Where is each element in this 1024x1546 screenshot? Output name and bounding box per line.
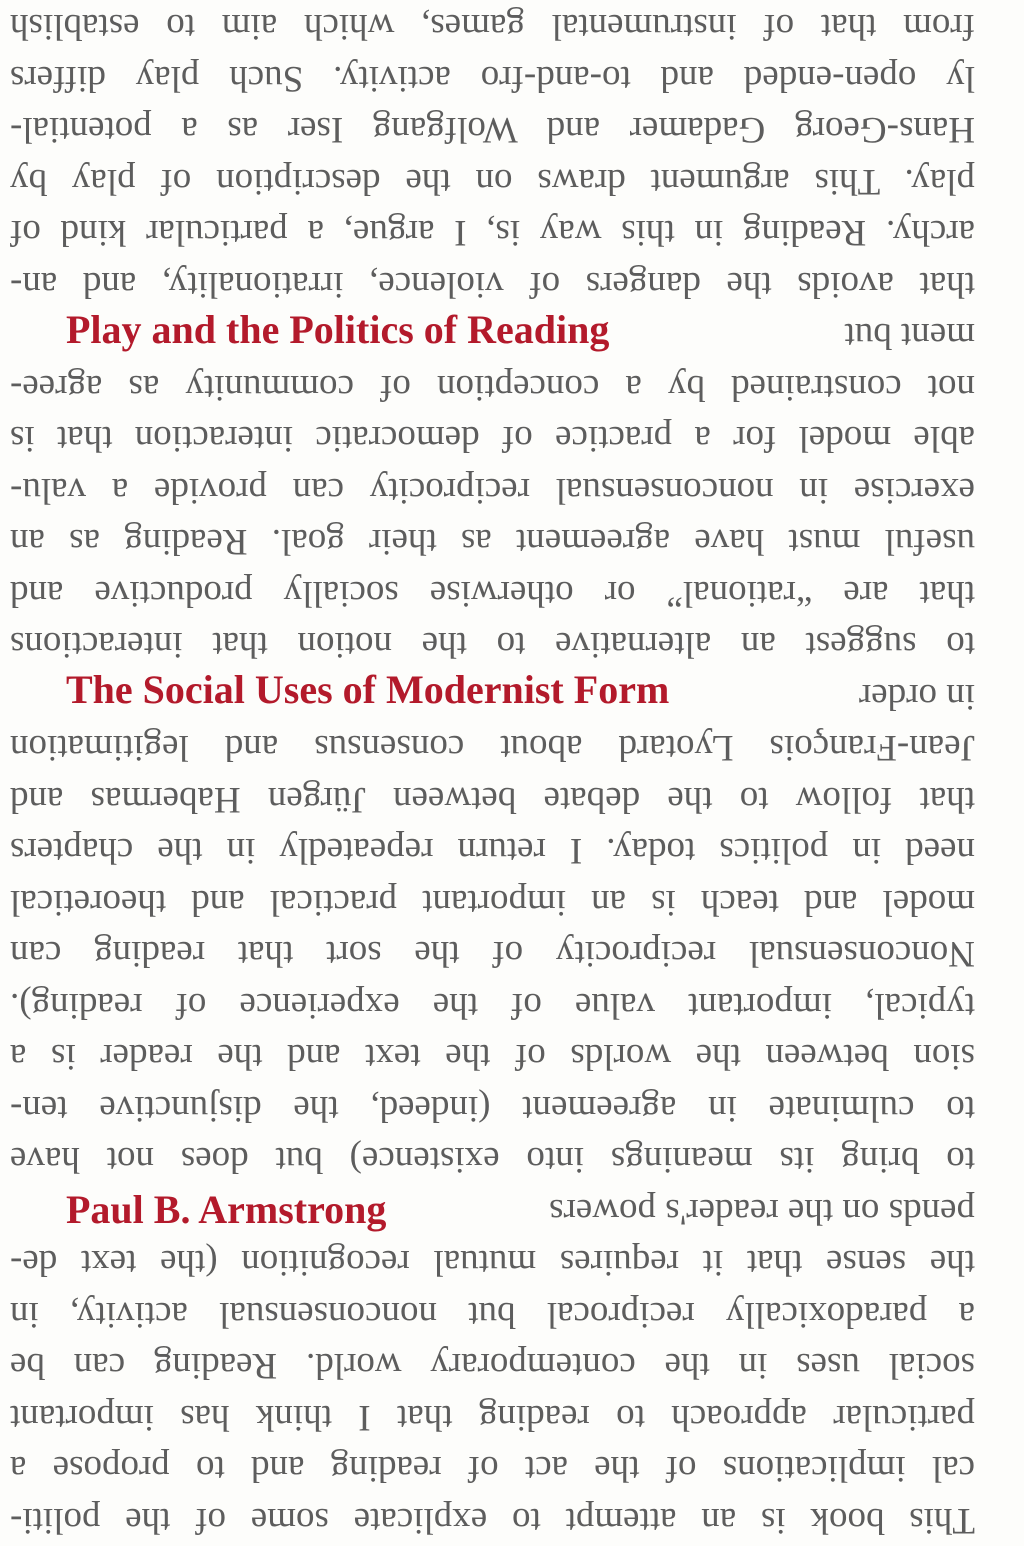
background-text-line: play. This argument draws on the description of play by	[10, 161, 975, 202]
background-text-line: typical, important value of the experience of reading).	[10, 985, 975, 1026]
background-text-line: This book is an attempt to explicate some of the politi-	[10, 1500, 975, 1541]
background-text-line: a paradoxically reciprocal but nonconsensual activity, in	[10, 1294, 975, 1335]
background-text-line: not constrained by a conception of community as agree-	[10, 367, 975, 408]
book-title: Play and the Politics of Reading	[66, 307, 619, 353]
book-author: Paul B. Armstrong	[66, 1187, 396, 1233]
background-text-line: in order	[858, 676, 975, 717]
background-text-line: Jean-François Lyotard about consensus and legitimation	[10, 727, 975, 769]
background-text-line: to bring its meanings into existence) but does not have	[10, 1139, 975, 1181]
background-text-line: to suggest an alternative to the notion that interactions	[10, 624, 975, 666]
background-text-line: exercise in nonconsensual reciprocity can provide a valu-	[10, 470, 975, 511]
background-text-line: that follow to the debate between Jürgen Habermas and	[10, 779, 975, 820]
book-subtitle: The Social Uses of Modernist Form	[66, 667, 679, 713]
background-text-line: that avoids the dangers of violence, irrationality, and an-	[10, 264, 975, 305]
background-text-line: from that of instrumental games, which aim to establish	[10, 6, 975, 48]
background-text-line: ment but	[844, 315, 975, 357]
background-text-line: social uses in the contemporary world. Reading can be	[10, 1345, 975, 1387]
background-text-line: to culminate in agreement (indeed, the disjunctive ten-	[10, 1088, 975, 1129]
background-text-line: model and teach is an important practical and theoretical	[10, 882, 975, 923]
background-text-line: ly open-ended and to-and-fro activity. Such play differs	[10, 58, 975, 99]
background-text-line: Nonconsensual reciprocity of the sort that reading can	[10, 933, 975, 975]
background-text-line: useful must have agreement as their goal. Reading as an	[10, 521, 975, 563]
background-text-line: need in politics today. I return repeatedly in the chapters	[10, 830, 975, 872]
background-text-line: sion between the worlds of the text and the reader is a	[10, 1036, 975, 1078]
background-text-line: the sense that it requires mutual recognition (the text de-	[10, 1242, 975, 1284]
background-text-line: able model for a practice of democratic interaction that is	[10, 418, 975, 460]
background-text-line: pends on the reader's powers	[549, 1191, 975, 1232]
background-text-line: cal implications of the act of reading and to propose a	[10, 1448, 975, 1490]
background-text-line: archy. Reading in this way is, I argue, a particular kind of	[10, 212, 975, 254]
background-text-line: that are “rational” or otherwise socially productive and	[10, 573, 975, 614]
background-text-line: Hans-Georg Gadamer and Wolfgang Iser as a potential-	[10, 109, 975, 151]
background-text-line: particular approach to reading that I think has important	[10, 1397, 975, 1438]
